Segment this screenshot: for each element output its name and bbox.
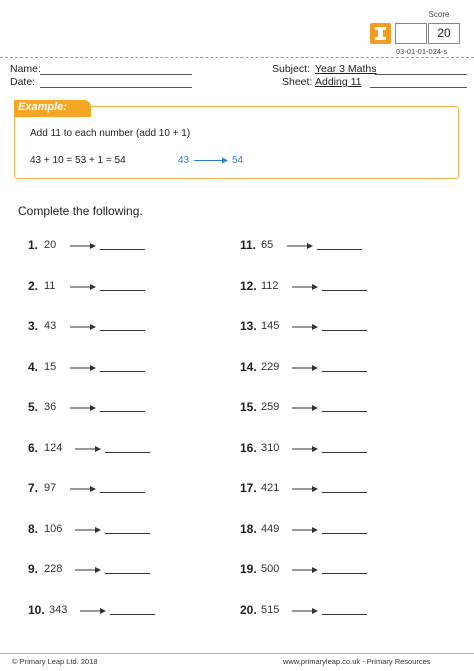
answer-blank[interactable]	[105, 533, 150, 534]
question-item	[28, 603, 160, 619]
question-number: 2.	[28, 278, 39, 293]
question-start-value: 343	[49, 603, 68, 616]
sheet-value: Adding 11	[315, 76, 362, 88]
question-item	[28, 238, 150, 254]
answer-blank[interactable]	[322, 371, 367, 372]
question-number: 14.	[240, 359, 257, 374]
question-start-value: 97	[44, 482, 57, 494]
answer-blank[interactable]	[100, 492, 145, 493]
example-equation: 43 + 10 = 53 + 1 = 54	[30, 155, 126, 166]
example-arrow-icon	[194, 157, 228, 164]
arrow-right-icon	[70, 364, 96, 372]
arrow-right-icon	[292, 404, 318, 412]
question-number: 3.	[28, 319, 39, 333]
question-number: 19.	[240, 562, 257, 576]
question-item	[28, 441, 155, 457]
answer-blank[interactable]	[322, 452, 367, 453]
answer-blank[interactable]	[100, 371, 145, 372]
answer-blank[interactable]	[100, 330, 145, 331]
arrow-right-icon	[292, 283, 318, 291]
answer-blank[interactable]	[322, 614, 367, 615]
answer-blank[interactable]	[322, 290, 367, 291]
example-input: 43	[178, 155, 190, 166]
header-divider	[0, 57, 474, 58]
question-number: 11.	[240, 238, 257, 252]
subject-line	[375, 74, 467, 75]
sheet-line	[370, 87, 467, 88]
question-number: 10.	[28, 602, 45, 617]
example-tag-label: Example:	[18, 101, 67, 113]
question-start-value: 20	[44, 239, 57, 251]
question-start-value: 259	[261, 401, 280, 413]
question-item	[240, 319, 372, 335]
question-item	[240, 562, 372, 578]
question-start-value: 421	[261, 482, 280, 494]
question-start-value: 65	[261, 239, 274, 251]
question-item	[240, 441, 372, 457]
question-item	[240, 238, 367, 254]
example-instruction: Add 11 to each number (add 10 + 1)	[30, 128, 191, 139]
arrow-right-icon	[75, 445, 101, 453]
question-item	[240, 481, 372, 497]
score-total: 20	[428, 23, 460, 44]
question-number: 4.	[28, 359, 39, 374]
arrow-right-icon	[70, 283, 96, 291]
arrow-right-icon	[292, 445, 318, 453]
arrow-right-icon	[292, 566, 318, 574]
question-start-value: 229	[261, 360, 280, 373]
question-start-value: 449	[261, 522, 280, 535]
example-output: 54	[232, 155, 244, 166]
footer-site: www.primaryleap.co.uk - Primary Resources	[283, 657, 431, 666]
answer-blank[interactable]	[100, 249, 145, 250]
arrow-right-icon	[70, 242, 96, 250]
name-label: Name:	[10, 63, 41, 75]
arrow-right-icon	[70, 485, 96, 493]
question-item	[28, 400, 150, 416]
answer-blank[interactable]	[322, 533, 367, 534]
question-start-value: 15	[44, 360, 57, 373]
question-start-value: 145	[261, 320, 280, 332]
name-field[interactable]	[40, 74, 192, 75]
arrow-right-icon	[292, 485, 318, 493]
answer-blank[interactable]	[322, 330, 367, 331]
question-start-value: 106	[44, 522, 63, 535]
question-number: 7.	[28, 481, 39, 495]
question-number: 8.	[28, 521, 39, 536]
footer-copyright: © Primary Leap Ltd. 2018	[12, 657, 98, 666]
date-field[interactable]	[40, 87, 192, 88]
question-start-value: 36	[44, 401, 57, 413]
arrow-right-icon	[292, 526, 318, 534]
arrow-right-icon	[292, 607, 318, 615]
answer-blank[interactable]	[322, 492, 367, 493]
question-item	[28, 360, 150, 376]
question-item	[28, 562, 155, 578]
question-start-value: 124	[44, 441, 63, 454]
worksheet-ref-code: 03-01-01-024-s	[396, 47, 448, 56]
instruction-prompt: Complete the following.	[18, 204, 143, 218]
question-number: 5.	[28, 400, 39, 414]
answer-blank[interactable]	[105, 573, 150, 574]
question-start-value: 11	[44, 279, 56, 292]
score-label: Score	[428, 10, 450, 19]
primary-leap-logo-icon	[370, 23, 391, 44]
question-item	[28, 481, 150, 497]
arrow-right-icon	[75, 566, 101, 574]
question-number: 18.	[240, 521, 257, 536]
arrow-right-icon	[75, 526, 101, 534]
footer-divider	[0, 653, 474, 654]
arrow-right-icon	[287, 242, 313, 250]
question-item	[240, 400, 372, 416]
question-number: 6.	[28, 440, 39, 455]
question-item	[28, 522, 155, 538]
score-panel	[370, 10, 468, 55]
subject-value: Year 3 Maths	[315, 63, 377, 75]
question-item	[240, 360, 372, 376]
answer-blank[interactable]	[322, 573, 367, 574]
question-item	[240, 522, 372, 538]
answer-blank[interactable]	[322, 411, 367, 412]
question-item	[240, 279, 372, 295]
question-number: 13.	[240, 319, 257, 333]
question-start-value: 500	[261, 563, 280, 575]
question-item	[240, 603, 372, 619]
question-start-value: 228	[44, 563, 63, 575]
question-start-value: 112	[261, 279, 279, 292]
arrow-right-icon	[70, 323, 96, 331]
question-number: 15.	[240, 400, 257, 414]
arrow-right-icon	[292, 323, 318, 331]
date-label: Date:	[10, 76, 36, 88]
question-item	[28, 319, 150, 335]
question-number: 20.	[240, 602, 257, 617]
arrow-right-icon	[70, 404, 96, 412]
answer-blank[interactable]	[105, 452, 150, 453]
arrow-right-icon	[80, 607, 106, 615]
example-tag	[14, 100, 91, 117]
question-start-value: 43	[44, 320, 57, 332]
question-number: 12.	[240, 278, 257, 293]
score-input-box[interactable]	[395, 23, 427, 44]
question-start-value: 310	[261, 441, 280, 454]
answer-blank[interactable]	[100, 290, 145, 291]
arrow-right-icon	[292, 364, 318, 372]
question-number: 9.	[28, 562, 39, 576]
subject-label: Subject:	[272, 63, 310, 75]
question-number: 17.	[240, 481, 257, 495]
question-number: 16.	[240, 440, 257, 455]
question-item	[28, 279, 150, 295]
answer-blank[interactable]	[100, 411, 145, 412]
answer-blank[interactable]	[110, 614, 155, 615]
question-number: 1.	[28, 238, 39, 252]
sheet-label: Sheet:	[282, 76, 313, 88]
question-start-value: 515	[261, 603, 280, 616]
answer-blank[interactable]	[317, 249, 362, 250]
